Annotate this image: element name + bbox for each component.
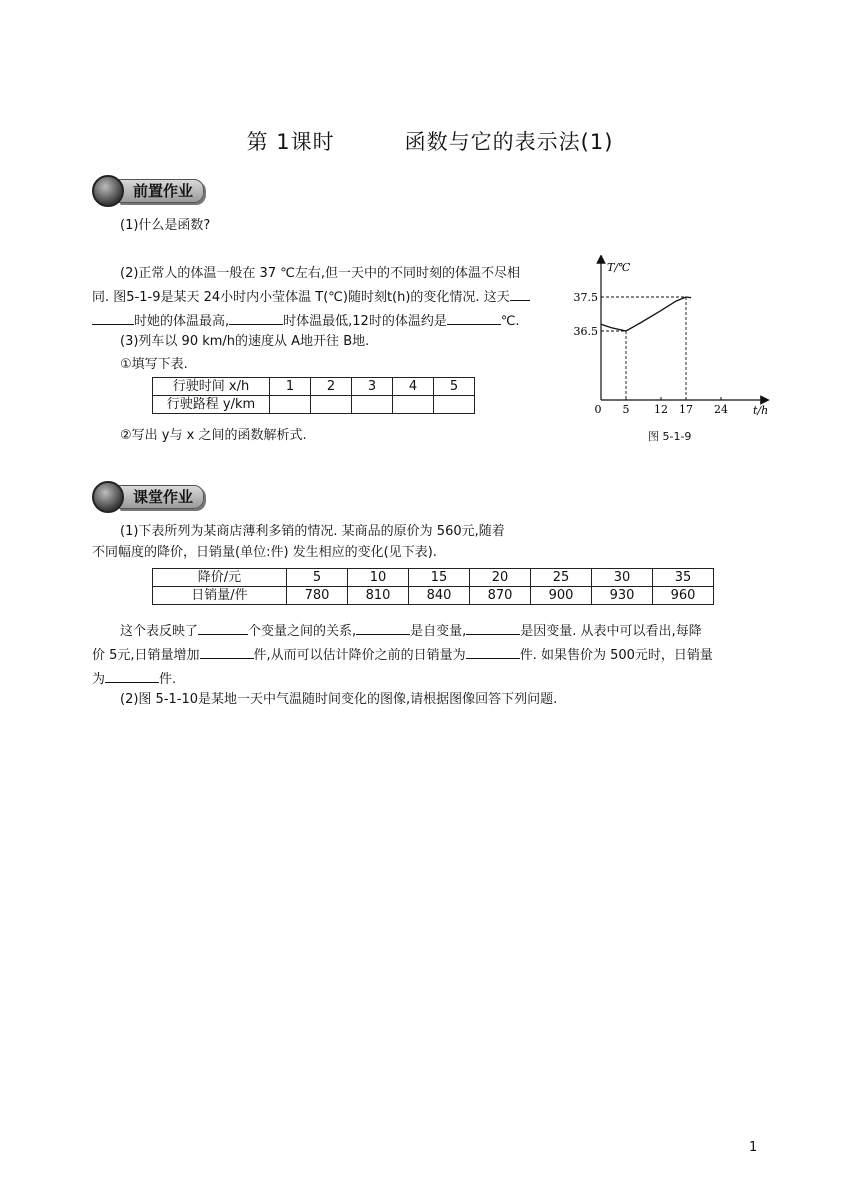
table-cell: 15: [409, 569, 470, 587]
class-question-2: (2)图 5-1-10是某地一天中气温随时间变化的图像,请根据图像回答下列问题.: [120, 692, 558, 707]
answer-cell[interactable]: [311, 396, 352, 414]
answer-blank[interactable]: [466, 620, 520, 635]
answer-blank[interactable]: [356, 620, 410, 635]
paragraph-text: 个变量之间的关系,: [248, 624, 357, 639]
answer-blank[interactable]: [510, 286, 530, 301]
table-cell: 30: [592, 569, 653, 587]
table-header: 行驶时间 x/h: [153, 378, 270, 396]
question-2-text: 时体温最低,12时的体温约是: [283, 314, 447, 329]
table-cell: 10: [348, 569, 409, 587]
table-cell: 3: [352, 378, 393, 396]
table-cell: 870: [470, 587, 531, 605]
lesson-number: 第 1课时: [246, 130, 335, 154]
answer-blank-highest[interactable]: [92, 310, 134, 325]
table-cell: 810: [348, 587, 409, 605]
table-cell: 780: [287, 587, 348, 605]
question-2-text: ℃.: [500, 314, 520, 329]
answer-blank[interactable]: [198, 620, 248, 635]
class-question-1-line1: (1)下表所列为某商店薄利多销的情况. 某商品的原价为 560元,随着: [120, 524, 505, 539]
paragraph-text: 价 5元,日销量增加: [92, 648, 200, 663]
question-3: (3)列车以 90 km/h的速度从 A地开往 B地.: [120, 334, 370, 349]
answer-cell[interactable]: [270, 396, 311, 414]
page-number: 1: [749, 1140, 758, 1155]
y-tick-label: 37.5: [573, 291, 598, 304]
answer-blank-temp[interactable]: [447, 310, 501, 325]
x-tick-label: 0: [594, 403, 602, 416]
table-cell: 5: [287, 569, 348, 587]
table-cell: 2: [311, 378, 352, 396]
table-cell: 25: [531, 569, 592, 587]
temperature-chart: [565, 255, 785, 425]
paragraph-text: 是因变量. 从表中可以看出,每降: [520, 624, 702, 639]
paragraph-text: 件. 如果售价为 500元时，日销量: [519, 648, 713, 663]
y-tick-label: 36.5: [573, 325, 598, 338]
table-cell: 4: [393, 378, 434, 396]
x-tick-label: 17: [679, 403, 693, 416]
question-3-sub2: ②写出 y与 x 之间的函数解析式.: [120, 428, 307, 443]
figure-caption: 图 5-1-9: [648, 430, 692, 443]
page-title: [0, 126, 860, 156]
y-axis-label: T/℃: [607, 261, 631, 274]
lesson-title: 函数与它的表示法(1): [404, 130, 614, 154]
paragraph-text: 为: [92, 672, 106, 687]
table-header: 行驶路程 y/km: [153, 396, 270, 414]
answer-cell[interactable]: [352, 396, 393, 414]
table-cell: 20: [470, 569, 531, 587]
answer-cell[interactable]: [434, 396, 475, 414]
x-axis-label: t/h: [753, 404, 769, 417]
play-icon: [92, 481, 124, 513]
x-tick-label: 12: [654, 403, 668, 416]
paragraph-text: 件,从而可以估计降价之前的日销量为: [253, 648, 466, 663]
question-2-text: 时她的体温最高,: [134, 314, 230, 329]
question-2-line1: (2)正常人的体温一般在 37 ℃左右,但一天中的不同时刻的体温不尽相: [120, 266, 520, 281]
table-cell: 35: [653, 569, 714, 587]
question-2-text: 同. 图5-1-9是某天 24小时内小莹体温 T(℃)随时刻t(h)的变化情况. 这天: [92, 290, 510, 305]
table-cell: 1: [270, 378, 311, 396]
question-2-line2: [92, 286, 572, 310]
section-banner-class: [92, 482, 204, 512]
section-banner-pre: [92, 176, 204, 206]
table-cell: 960: [653, 587, 714, 605]
train-table: [152, 377, 475, 414]
x-tick-label: 24: [714, 403, 728, 416]
answer-blank[interactable]: [200, 644, 254, 659]
class-question-1-paragraph: [92, 620, 782, 692]
section-emblem-icon: [92, 175, 124, 207]
paragraph-text: 件.: [159, 672, 177, 687]
answer-blank[interactable]: [466, 644, 520, 659]
table-cell: 840: [409, 587, 470, 605]
section-title-class: 课堂作业: [118, 485, 204, 509]
class-question-1-line2: 不同幅度的降价，日销量(单位:件) 发生相应的变化(见下表).: [92, 545, 437, 560]
table-cell: 930: [592, 587, 653, 605]
question-1: (1)什么是函数?: [120, 218, 211, 233]
sales-table: [152, 568, 714, 605]
question-3-sub1: ①填写下表.: [120, 357, 188, 372]
table-cell: 900: [531, 587, 592, 605]
temperature-series-line: [601, 297, 691, 331]
section-title-pre: 前置作业: [118, 179, 204, 203]
table-cell: 5: [434, 378, 475, 396]
table-header: 日销量/件: [153, 587, 287, 605]
paragraph-text: 是自变量,: [410, 624, 467, 639]
x-tick-label: 5: [622, 403, 630, 416]
answer-cell[interactable]: [393, 396, 434, 414]
paragraph-text: 这个表反映了: [120, 624, 199, 639]
table-header: 降价/元: [153, 569, 287, 587]
answer-blank[interactable]: [105, 668, 159, 683]
answer-blank-lowest[interactable]: [229, 310, 283, 325]
